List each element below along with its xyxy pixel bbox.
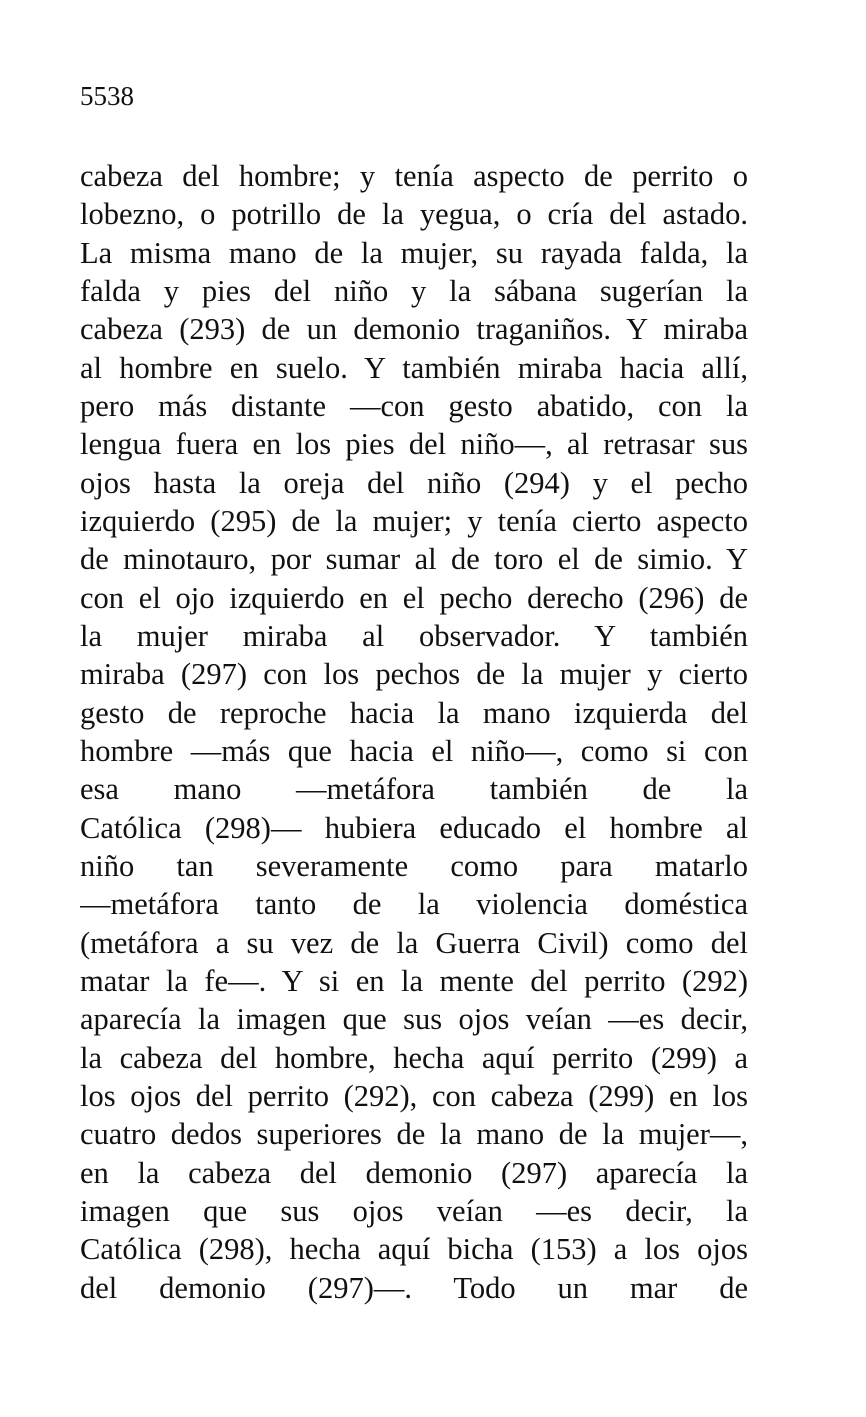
text-line: (metáfora a su vez de la Guerra Civil) como del [80, 925, 748, 960]
text-line: hombre —más que hacia el niño—, como si con [80, 733, 748, 768]
text-line: la cabeza del hombre, hecha aquí perrito (299) a [80, 1040, 748, 1075]
text-line: miraba (297) con los pechos de la mujer y cierto [80, 657, 748, 692]
text-line: lobezno, o potrillo de la yegua, o cría del astado. [80, 197, 748, 232]
body-text [80, 157, 748, 1307]
text-line: lengua fuera en los pies del niño—, al retrasar sus [80, 427, 748, 462]
text-line: falda y pies del niño y la sábana sugerían la [80, 273, 748, 308]
text-line: ojos hasta la oreja del niño (294) y el pecho [80, 465, 748, 500]
text-line: Católica (298)— hubiera educado el hombre al [80, 810, 748, 845]
text-line: matar la fe—. Y si en la mente del perrito (292) [80, 963, 748, 998]
text-line: Católica (298), hecha aquí bicha (153) a los ojos [80, 1232, 748, 1267]
text-line: izquierdo (295) de la mujer; y tenía cierto aspecto [80, 503, 748, 538]
text-line: esa mano —metáfora también de la [80, 772, 748, 807]
text-line: del demonio (297)—. Todo un mar de [80, 1270, 748, 1305]
text-line: de minotauro, por sumar al de toro el de simio. Y [80, 542, 748, 577]
text-line: cuatro dedos superiores de la mano de la mujer—, [80, 1117, 748, 1152]
text-line: la mujer miraba al observador. Y también [80, 618, 748, 653]
text-line: niño tan severamente como para matarlo [80, 848, 748, 883]
page-number: 5538 [80, 81, 134, 111]
text-line: —metáfora tanto de la violencia doméstica [80, 887, 748, 922]
text-line: cabeza (293) de un demonio traganiños. Y miraba [80, 312, 748, 347]
text-line: La misma mano de la mujer, su rayada falda, la [80, 235, 748, 270]
text-line: en la cabeza del demonio (297) aparecía la [80, 1155, 748, 1190]
text-line: los ojos del perrito (292), con cabeza (299) en los [80, 1078, 748, 1113]
text-line: gesto de reproche hacia la mano izquierda del [80, 695, 748, 730]
text-line: con el ojo izquierdo en el pecho derecho (296) de [80, 580, 748, 615]
text-line: pero más distante —con gesto abatido, con la [80, 388, 748, 423]
text-line: al hombre en suelo. Y también miraba hacia allí, [80, 350, 748, 385]
text-line: cabeza del hombre; y tenía aspecto de perrito o [80, 159, 748, 193]
text-line: imagen que sus ojos veían —es decir, la [80, 1193, 748, 1228]
text-line: aparecía la imagen que sus ojos veían —es decir, [80, 1002, 748, 1037]
